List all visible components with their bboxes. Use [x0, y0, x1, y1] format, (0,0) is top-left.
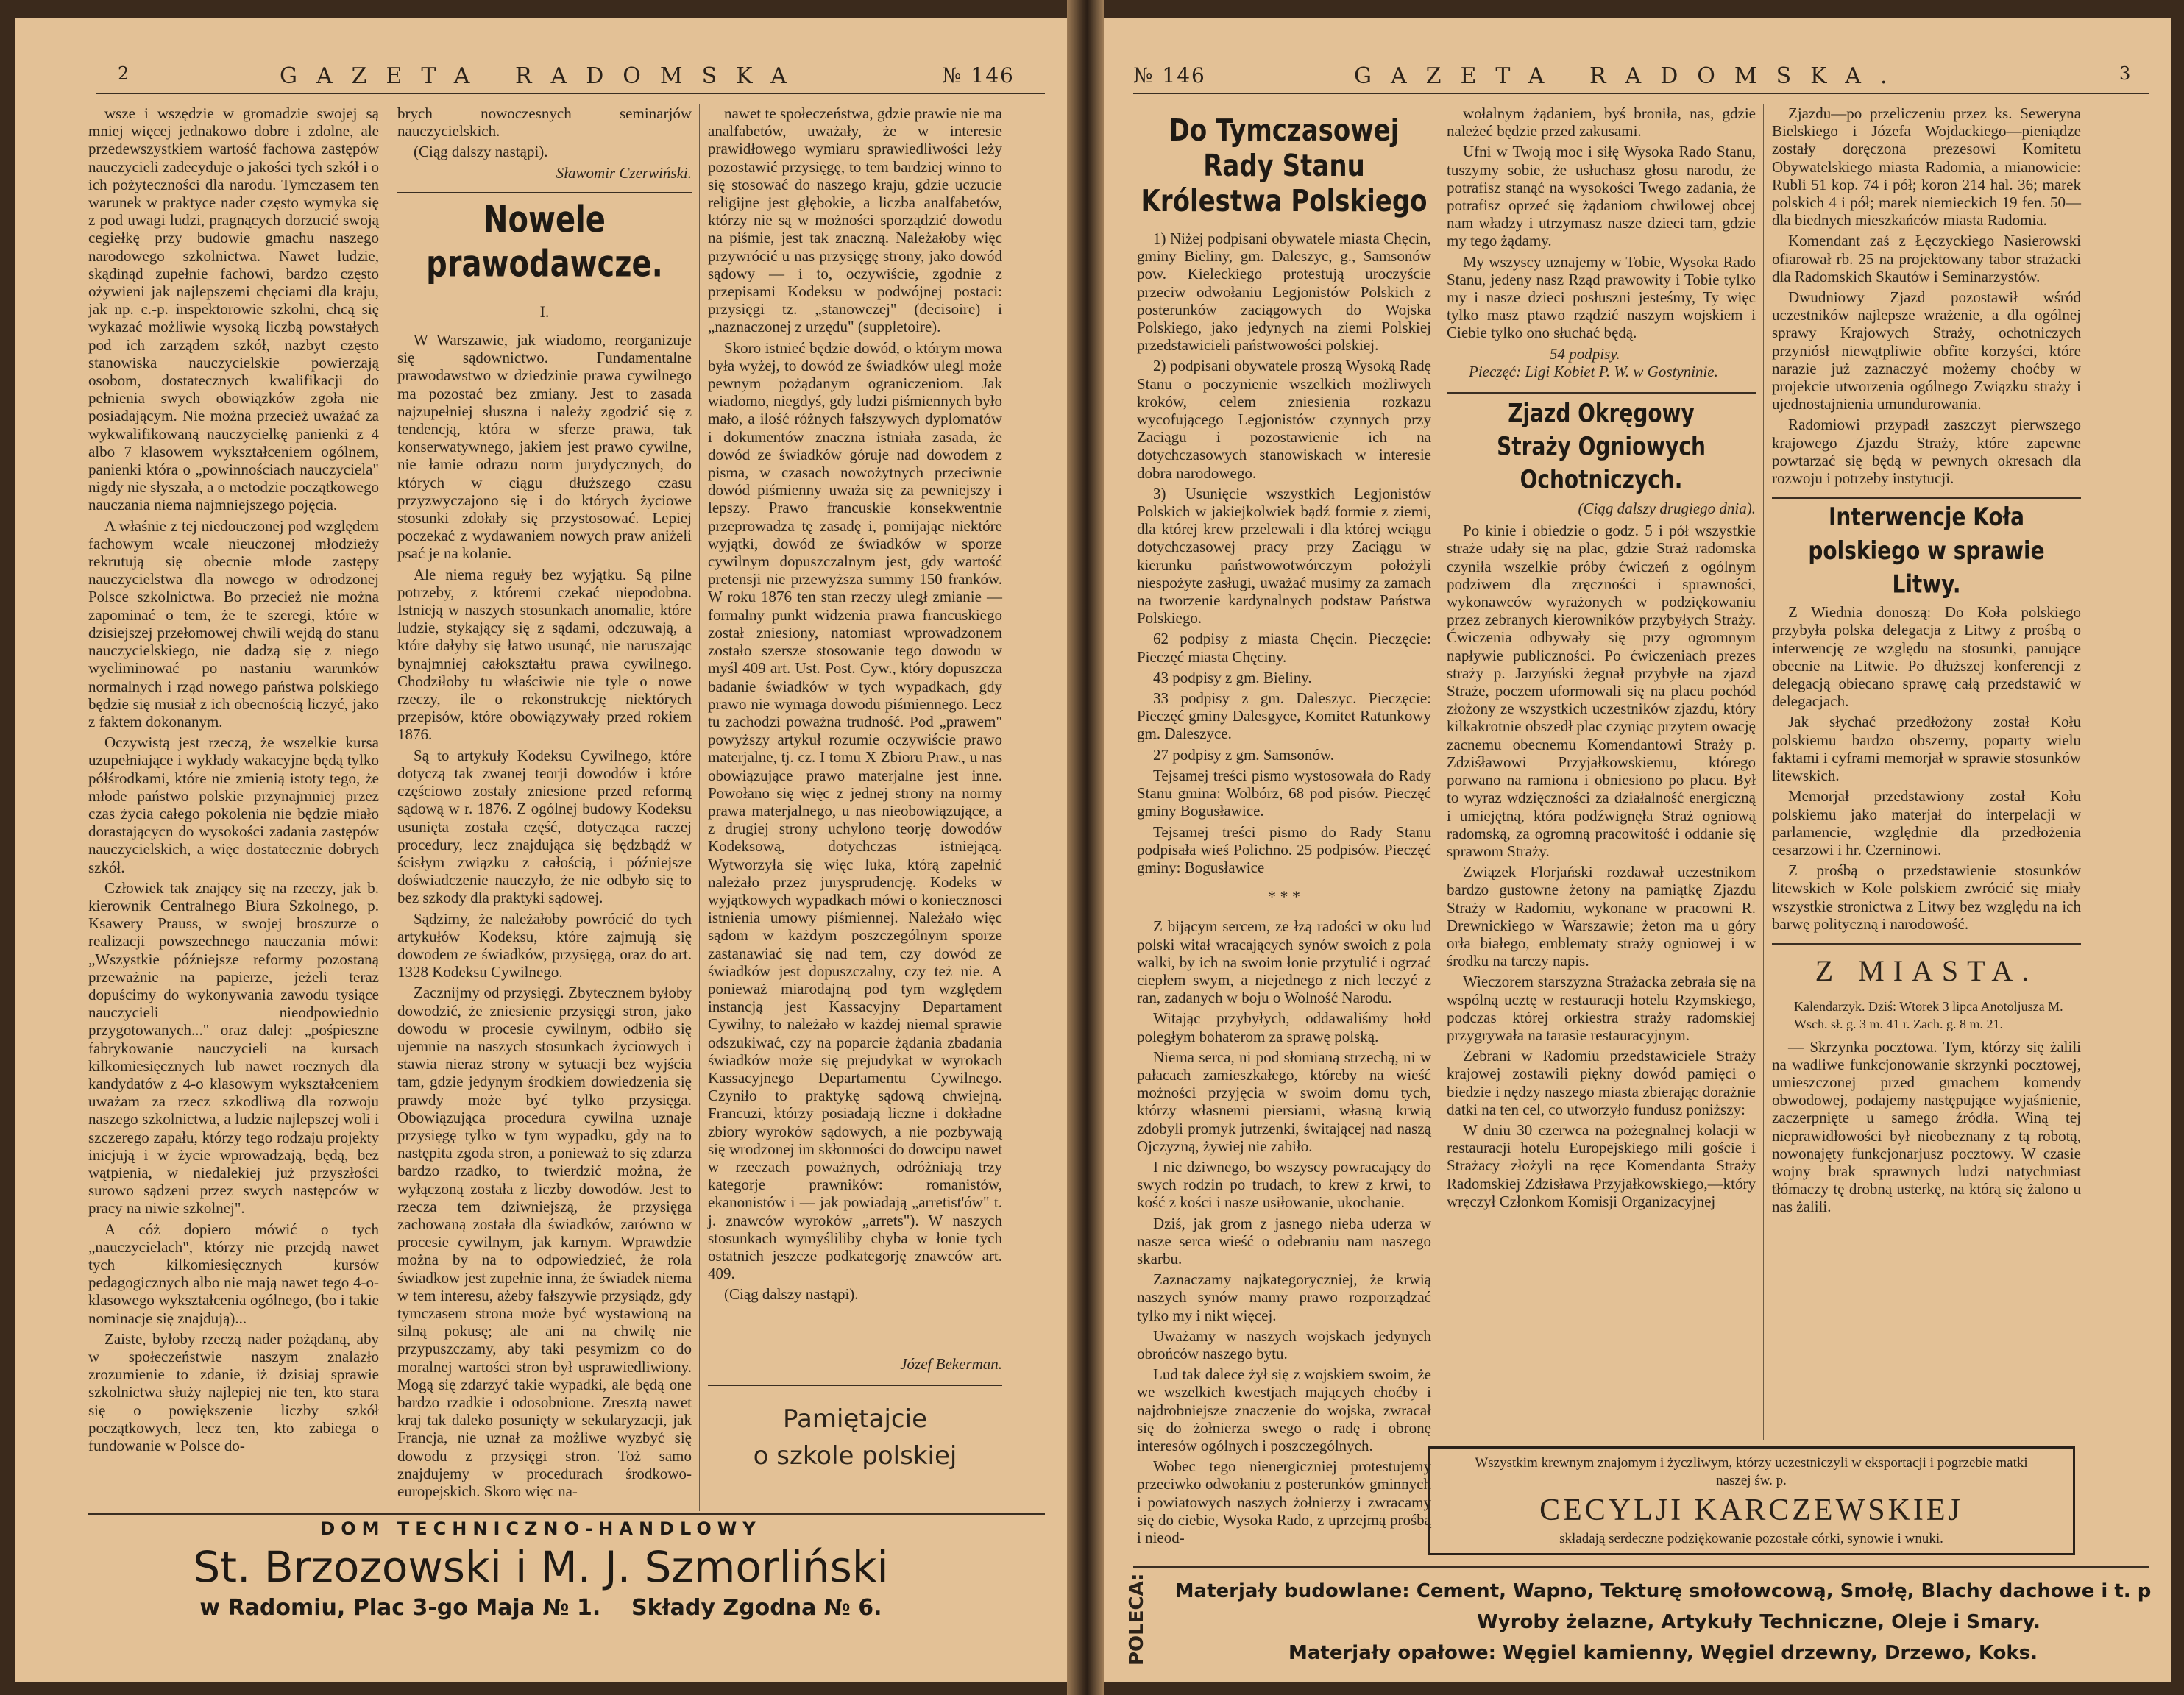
paragraph: A właśnie z tej niedouczonej pod względem fachowym wcale nieuczonej młodzieży rekrutują się obecnie młode zastępy nauczycielstwa dla nowego w odrodzonej Polsce szkolnictwa. Bo przecież nie można zapominać o tem, że te szeregi, które w dzisiejszej przełomowej chwili wejdą do stanu nauczycielskiego, nie dadzą się z niego wyeliminować po nastaniu warunków normalnych i rząd nowego państwa polskiego będzie się musiał z ich obecnością liczyć, jako z faktem dokonanym.: [88, 516, 379, 731]
paragraph: Po kinie i obiedzie o godz. 5 i pół wszystkie straże udały się na plac, gdzie Straż radomska czyniła wszelkie próby ćwiczeń z ogólnym podziwem dla zręczności i sprawności, wykonawców wyrażonych w podziękowaniu przez zebranych kierowników przybyłych Straży. Ćwiczenia odbywały się przy ogromnym napływie publiczności. Po ćwiczeniach prezes straży p. Jarzyński żegnał przybyłe na zjazd Straże, poczem uformowali się na placu pochód złożony ze wszystkich uczestników zjazdu, który kilkakrotnie obszedł plac czyniąc przytem owację zacnemu obecnemu Komendantowi Straży p. Zdziśławowi Przyjałkowskiemu, którego porwano na ramiona i obniesiono po placu. Był to wyraz wdzięczności za działalność energiczną i umiejętną, która podźwignęła Straż ogniową radomską, za ogromną pracowitość i oddanie się sprawom Straży.: [1447, 522, 1756, 860]
paragraph: Zaiste, byłoby rzeczą nader pożądaną, aby w społeczeństwie naszym znalazło zrozumienie to zdanie, iż dzisiaj sprawie szkolnictwa służy najlepiej nie ten, kto stara się o powiększenie liczby szkół początkowych, lecz ten, kto zabiega o fundowanie w Polsce do-: [88, 1329, 379, 1455]
article-column-2: [1447, 104, 1756, 1440]
paragraph: Z Wiednia donoszą: Do Koła polskiego przybyła polska delegacja z Litwy z prośbą o interwencję ze względu na stosunki, panujące obecnie na Litwie. Po dłuższej konferencji z delegacją obiecano sprawę całą przedstawić w delegacjach.: [1772, 603, 2081, 711]
paragraph: 27 podpisy z gm. Samsonów.: [1153, 745, 1334, 764]
ad-line: Wyroby żelazne, Artykuły Techniczne, Oleje i Smary.: [1477, 1611, 2041, 1633]
right-header: [1104, 63, 2171, 107]
paragraph: Jak słychać przedłożony został Kołu polskiemu bardzo obszerny, poparty wielu faktami i cyframi memorjał w sprawie stosunków litewskich.: [1772, 713, 2081, 785]
article-body: [1447, 522, 1756, 1210]
paragraph: W dniu 30 czerwca na pożegnalnej kolacji w restauracji hotelu Europejskiego mili goście i Strażacy złożyli na ręce Komendanta Straży Radomskiej Zdzisława Przyjałkowskiego,—który wręczył Członkom Komisji Organizacyjnej: [1447, 1120, 1756, 1210]
paragraph: Z prośbą o przedstawienie stosunków litewskich w Kole polskiem zwrócić się miały wszystkie stronictwa z Litwy bez względu na ich barwę polityczną i narodowość.: [1772, 861, 2081, 933]
paragraph: Związek Florjański rozdawał uczestnikom bardzo gustowne żetony na pamiątkę Zjazdu Straży w Radomiu, wykonane w pracowni R. Drewnickiego w Warszawie; żeton ma u góry orła białego, emblematy straży ogniowej i w środku na tarczy napis.: [1447, 863, 1756, 970]
issue-number: № 146: [1133, 63, 1206, 88]
book-spine: [1067, 0, 1104, 1695]
article-body: [1137, 917, 1431, 1546]
article-body: [1447, 104, 1756, 342]
paragraph: brych nowoczesnych seminarjów nauczycielskich.: [397, 104, 692, 141]
notice-ad-line: o szkole polskiej: [753, 1441, 957, 1471]
paragraph: Skoro istnieć będzie dowód, o którym mowa była wyżej, to dowód ze świadków ulegl może pewnym pożądanym ograniczeniom. Jak wiadomo, niegdyś, gdy ludzi piśmiennych było mało, a ilość różnych fałszywych dyplomatów i dokumentów znaczna istniała zasada, że dowód ze świadków góruje nad dowodem z pisma, w czasach nowożytnych przeciwnie dowód piśmienny uważa się za pewniejszy i lepszy. Prawo francuskie konsekwentnie przeprowadza tę zasadę i, pomijając niektóre wyjątki, dowód ze świadków w sporze cywilnym dopuszczalnym jest, gdy wartość pretensji nie przewyższa summy 150 franków. W roku 1876 ten stan rzeczy uległ zmianie — formalny punkt widzenia prawa francuskiego został zniesiony, natomiast wprowadzonem zostało szersze stosowanie tego dowodu w myśl 409 art. Ust. Post. Cyw., który dopuszcza badanie świadków w tych wypadkach, gdy prawo nie wymaga dowodu piśmiennego. Lecz tu zachodzi poważna trudność. Pod „prawem" powyższy artykuł rozumie oczywiście prawo materjalne, tj. cz. I tomu X Zbioru Praw., u nas obowiązujące prawo materjalne jest inne. Powołano się więc z jednej strony na normy prawa materjalnego, u nas nieobowiązujące, a z drugiej strony uchylono teorję dowodów Kodeksową, dotychczas istniejącą. Wytworzyła się więc luka, którą zapełnić należało przez jurysprudencję. Kodeks w wyjątkowych wypadkach mówi o koniecznosci istnienia umowy piśmiennej. Należało więc sądom w każdym poszczególnym sporze zastanawiać się nad tem, czy dowód ze świadków jest dopuszczalny, czy też nie. A ponieważ miarodajną pod tym względem instancją jest Kassacyjny Departament Cywilny, to należało w każdej niemal sprawie odszukiwać, czy na poparcie żądania zbadania świadków może się prejudykat w wyrokach Kassacyjnego Departamentu Cywilnego. Czyniło to praktykę sądową chwiejną. Francuzi, którzy posiadają liczne i dokładne zbiory wyroków sądowych, a nie pozbywają się wrodzonej im skłonności do dowcipu nawet w rzeczach poważnych, odróżniają trzy kategorje prawników: romanistów, ekanonistów i — jak powiadają „arretist'ów" t. j. znawców wyroków „arrets"). W naszych stosunkach wymyśliliby chyba w łonie tych ostatnich jeszcze podkategorję znawców art. 409.: [708, 338, 1002, 1283]
obituary-notice: [1428, 1446, 2075, 1555]
notice-ad: [708, 1401, 1002, 1474]
ad-line: Materjały opałowe: Węgiel kamienny, Węgiel drzewny, Drzewo, Koks.: [1288, 1642, 2038, 1664]
paragraph: nawet te społeczeństwa, gdzie prawie nie ma analfabetów, uważały, że w interesie prawidłowego wymiaru sprawiedliwości leży pozostawić przysięgę, to tem bardziej winno to się stosować do naszego kraju, gdzie uczucie religijne jest głębokie, a liczba analfabetów, którzy nie są w możności sporządzić dowodu na piśmie, jest tak znaczną. Należałoby więc przywrócić u nas przysięgę strony, jako dowód sądowy — i to, oczywiście, zgodnie z przepisami Kodeksu w podwójnej postaci: przysięgi tz. „stanowczej" (decisoire) i „naznaczonej z urzędu" (suppletoire).: [708, 104, 1002, 336]
paragraph: 43 podpisy z gm. Bieliny.: [1153, 668, 1312, 686]
paragraph: Wobec tego nienergiczniej protestujemy przeciwko odwołaniu z posterunków gminnych i powiatowych naszych żołnierzy i zwracamy się do ciebie, Wysoka Rado, z uprzejmą prośbą i nieod-: [1137, 1457, 1431, 1547]
paragraph: A cóż dopiero mówić o tych „nauczycielach", którzy nie przejdą nawet tych kilkomiesięcznych kursów pedagogicznych albo nie mają nawet tego 4-o-klasowego wykształcenia ogólnego, (bo i takie nominacje się znajdują)...: [88, 1220, 379, 1327]
bottom-advertisement: [1155, 1576, 2171, 1669]
paragraph: Sądzimy, że należałoby powrócić do tych artykułów Kodeksu, które zajmują się dowodem ze świadków, przysięgą, oraz do art. 1328 Kodeksu Cywilnego.: [397, 909, 692, 981]
paragraph: W Warszawie, jak wiadomo, reorganizuje się sądownictwo. Fundamentalne prawodawstwo w dziedzinie prawa cywilnego ma pozostać bez zmiany. Jest to zasada najzupełniej słuszna i należy zgodzić się z tendencją, która w sferze prawa, tak konserwatywnego, jakiem jest prawo cywilne, nie łamie odrazu norm jurydycznych, do których w ciągu dłuższego czasu przyzwyczajono się i do których życiowe stosunki zdołały się przystosować. Lepiej poczekać z wydawaniem nowych praw aniżeli psać je na kolanie.: [397, 331, 692, 563]
header-rule: [1133, 93, 2149, 94]
paragraph: 33 podpisy z gm. Daleszyc. Pieczęcie: Pieczęć gminy Dalesgyce, Komitet Ratunkowy gm. Daleszyce.: [1137, 689, 1431, 743]
ad-company-name: St. Brzozowski i M. J. Szmorliński: [193, 1542, 889, 1592]
article-column-1: [1137, 104, 1431, 1547]
paragraph: 2) podpisani obywatele proszą Wysoką Radę Stanu o poczynienie wszelkich możliwych kroków, celem zniesienia rozkazu wycofującego Legjonistów czynnych przy Zaciągu i pozostawienie ich na dotychczasowych stanowiskach w interesie dobra narodowego.: [1137, 357, 1431, 482]
right-page: [1104, 18, 2171, 1682]
page-number: 3: [2119, 63, 2131, 84]
paragraph: Są to artykuły Kodeksu Cywilnego, które dotyczą tak zwanej teorji dowodów i które częściowo zostały zniesione przed reformą sądową w r. 1876. Z ogólnej budowy Kodeksu usunięta została część, dotycząca raczej procedury, lecz znajdująca się będzbądź w ścisłym związku z całością, i późniejsze doświadczenie nauczyło, że nie odbyło się to bez szkody dla praktyki sądowej.: [397, 746, 692, 907]
article-body: [1137, 230, 1431, 876]
article-title: Do Tymczasowej Rady Stanu Królestwa Polskiego: [1141, 113, 1428, 219]
notice-name: CECYLJI KARCZEWSKIEJ: [1539, 1493, 1963, 1527]
paragraph: Zjazdu—po przeliczeniu przez ks. Seweryna Bielskiego i Józefa Wojdackiego—pieniądze zostały doręczona prezesowi Komitetu Obywatelskiego miasta Radomia, a mianowicie: Rubli 51 kop. 74 i pół; koron 214 hal. 36; marek polskich 4 i pół; marek niemieckich 19 fen. 50—dla biednych mieszkańców miasta Radomia.: [1772, 104, 2081, 230]
article-title: Interwencje Koła polskiego w sprawie Litwy.: [1808, 502, 2045, 600]
notice-text: składają serdeczne podziękowanie pozostałe córki, synowie i wnuki.: [1559, 1531, 1943, 1546]
article-title: Zjazd Okręgowy Straży Ogniowych Ochotniczych.: [1497, 397, 1706, 495]
masthead: GAZETA RADOMSKA.: [1354, 63, 1907, 89]
paragraph: Memorjał przedstawiony został Kołu polskiemu jako materjał do interpelacji w parlamencie, względnie dla przedłożenia cesarzowi i hr. Czerninowi.: [1772, 787, 2081, 859]
column-divider: [699, 104, 700, 1511]
article-title: Nowele prawodawcze.: [426, 199, 663, 285]
paragraph: Witając przybyłych, oddawaliśmy hołd poległym bohaterom za sprawę polską.: [1137, 1009, 1431, 1045]
paragraph: Zacznijmy od przysięgi. Zbytecznem byłoby dowodzić, że zniesienie przysięgi stron, jako dowodu w procesie cywilnym, odbiło się ujemnie na naszych stosunkach życiowych i stawia nieraz strony w sytuacji bez wyjścia tam, gdzie jedynym środkiem dowiedzenia się prawdy może być tylko przysięga. Obowiązująca procedura cywilna uznaje przysięgę tylko w tym wypadku, gdy na to następita zgoda stron, a ponieważ to się zdarza bardzo rzadko, to twierdzić można, że wyłączoną została z liczby dowodów. Jest to rzecza tem dziwniejszą, że przysięga zachowaną została dla świadków, zarówno w procesie cywilnym, jak karnym. Wprawdzie można by na to odpowiedzieć, że rola świadkow jest zupełnie inna, że świadek niema w tem interesu, ażeby fałszywie przysiądz, gdy tymczasem strona może być wystawioną na silną pokusę; ale ani na chwilę nie przypuszczamy, aby taki pesymizm co do moralnej wartości stron był usprawiedliwiony. Mogą się zdarzyć takie wypadki, ale będą one bardzo rzadkie i odosobnione. Zresztą nawet kraj tak daleko posunięty w sekularyzacji, jak Francja, nie uznał za możliwe wyzbyć się dowodu z przysięgi stron. Toż samo znajdujemy w procedurach środkowo-europejskich. Skoro więc na-: [397, 984, 692, 1501]
article-body: [397, 331, 692, 1500]
page-number: 2: [118, 63, 130, 84]
paragraph: 62 podpisy z miasta Chęcin. Pieczęcie: Pieczęć miasta Chęciny.: [1137, 630, 1431, 666]
article-body: [1772, 1038, 2081, 1216]
article-column-3: [708, 104, 1002, 1511]
author-signature: Józef Bekerman.: [900, 1355, 1002, 1373]
paragraph: My wszyscy uznajemy w Tobie, Wysoka Rado Stanu, jedeny nasz Rząd prawowity i Tobie tylko my i nasze dzieci posłuszni jesteśmy, Ty więc tylko masz ptawo rządzić naszym wojskiem i Ciebie tylko ono słuchać będą.: [1447, 252, 1756, 342]
author-signature: Sławomir Czerwiński.: [556, 163, 692, 182]
notice-ad-line: Pamiętajcie: [783, 1404, 927, 1435]
ad-line: Materjały budowlane: Cement, Wapno, Tekturę smołowcową, Smołę, Blachy dachowe i t. p: [1174, 1580, 2152, 1602]
continuation-note: (Ciąg dalszy nastąpi).: [414, 143, 548, 161]
left-page: [15, 18, 1067, 1682]
paragraph: Człowiek tak znający się na rzeczy, jak b. kierownik Centralnego Biura Szkolnego, p. Ksawery Prauss, w swojej broszurze o realizacji powszechnego nauczania mówi: „Wszystkie późniejsze reformy pozostaną przeważnie na papierze, jeżeli teraz dopuścimy do wykonywania zawodu tysiące nauczycieli nieodpowiednio przygotowanych..." oraz dalej: „pośpieszne fabrykowanie nauczycieli na kursach kilkomiesięcznych lub nawet rocznych dla kandydatów z 4-o klasowym wykształceniem uważam za rzecz szkodliwą dla rozwoju naszego szkolnictwa, a ludzie najlepszej woli i szczerego zapału, którzy tego rodzaju projekty inicjują i w życie wprowadzają, będą, bez wątpienia, w niedalekiej już przyszłości surowo sądzeni przez swych następców w pracy na niwie szkolnej".: [88, 878, 379, 1218]
paragraph: Zebrani w Radomiu przedstawiciele Straży krajowej zostawili piękny dowód pamięci o biedzie i nędzy naszego miasta zbierając dorażnie datki na ten cel, co utworzyło fundusz poniższy:: [1447, 1047, 1756, 1118]
bottom-advertisement: [15, 1518, 1067, 1621]
article-column-2: [397, 104, 692, 1511]
paragraph: wołalnym żądaniem, byś broniła, nas, gdzie należeć będzie przed zakusami.: [1447, 104, 1756, 141]
ad-side-label: [1118, 1573, 1155, 1673]
masthead: GAZETA RADOMSKA: [280, 63, 806, 89]
paragraph: Dziś, jak grom z jasnego nieba uderza w nasze serca wieść o odebraniu nam naszego skarbu.: [1137, 1214, 1431, 1268]
separator-stars: * * *: [1268, 887, 1300, 906]
paragraph: — Skrzynka pocztowa. Tym, którzy się żalili na wadliwe funkcjonowanie skrzynki pocztowej, umieszczonej przed gmachem komendy obwodowej, podajemy następujące wyjaśnienie, zaczerpnięte u samego źródła. Winą tej nieprawidłowości był nieobeznany z tą robotą, nowonajęty funkcjonarjusz pocztowy. W czasie wojny brak sprawnych ludzi natychmiast tłómaczy tę drobną usterkę, na którą się żalono u nas żalili.: [1772, 1037, 2081, 1216]
paragraph: Komendant zaś z Łęczyckiego Nasierowski ofiarował rb. 25 na projektowany tabor strażacki dla Radomskich Skautów i Seminarzystów.: [1772, 232, 2081, 285]
left-header: [15, 63, 1067, 107]
article-column-1: [88, 104, 379, 1511]
ad-rule: [1133, 1566, 2149, 1568]
paragraph: Ale niema reguły bez wyjątku. Są pilne potrzeby, z któremi czekać niepodobna. Istnieją w naszych stosunkach anomalie, które ludzie, stykający się z sądami, odczuwają, a które dałyby się łatwo usunąć, nie naruszając bynajmniej całokształtu prawa cywilnego. Chodziłoby tu właściwie nie tyle o nowe rzeczy, ile o rekonstrukcję niektórych przepisów, które obowiązywały przed rokiem 1876.: [397, 565, 692, 744]
article-body: [708, 104, 1002, 1355]
calendar-note: Kalendarzyk. Dziś: Wtorek 3 lipca Anotoljusza M.: [1794, 999, 2063, 1014]
ad-rule: [88, 1513, 1045, 1515]
paragraph: Ufni w Twoją moc i siłę Wysoka Rado Stanu, tuszymy sobie, że usłuchasz głosu narodu, że potrafisz stanąć na wysokości Twego zadania, że potrafisz oprzeć się żądaniom chwilowej obcej nam władzy i utrzymasz nasze dzieci tam, gdzie my tego żądamy.: [1447, 143, 1756, 250]
section-heading: Z MIASTA.: [1815, 953, 2038, 987]
paragraph: Lud tak dalece żył się z wojskiem swoim, że we wszelkich kwestjach mających choćby i najdrobniejsze znaczenie do wojska, zwracał się do żołnierza swego o radę i obronę interesów ogólnych i poszczególnych.: [1137, 1365, 1431, 1454]
paragraph: Z bijącym sercem, ze łzą radości w oku lud polski witał wracających synów swoich z pola walki, by ich na swoim łonie przytulić i ogrzać ciepłem swym, a niejednego z nich leczyć z ran, zadanych w boju o Wolność Narodu.: [1137, 917, 1431, 1007]
paragraph: Uważamy w naszych wojskach jedynych obrońców naszego bytu.: [1137, 1326, 1431, 1362]
paragraph: Dwudniowy Zjazd pozostawił wśród uczestników najlepsze wrażenie, a dla ogólnej sprawy Krajowych Straży, ochotniczych przyniósł niewątpliwie obfite korzyści, które narazie już zaznaczyć możemy choćby w projekcie utworzenia ogólnego Związku straży i ujednostajnienia umundurowania.: [1772, 288, 2081, 413]
article-body: [1772, 104, 2081, 487]
paragraph: 3) Usunięcie wszystkich Legjonistów Polskich w jakiejkolwiek bądź formie z ziemi, dla której krew przelewali i dla której wciągu dotychczasowej pracy przy Zaciągu w kierunku państwowotwórczym położyli niespożyte zasługi, uważać musimy za zamach na tworzenie kardynalnych podstaw Państwa Polskiego.: [1137, 484, 1431, 628]
paragraph: 1) Niżej podpisani obywatele miasta Chęcin, gminy Bieliny, gm. Daleszyc, g., Samsonów pow. Kieleckiego protestują uroczyście przeciw odwołaniu Legjonistów Polskich z posterunków zaciągowych do Wojska Polskiego, jako jedynych na ziemi Polskiej przedstawicieli państwowości polskiej.: [1137, 230, 1431, 355]
paragraph: Radomiowi przypadł zaszczyt pierwszego krajowego Zjazdu Straży, które zapewne powtarzać się będą w pewnych okresach dla rozwoju i potrzeby instytucji.: [1772, 416, 2081, 488]
article-column-3: [1772, 104, 2081, 1440]
continuation-note: (Ciąg dalszy drugiego dnia).: [1578, 500, 1756, 518]
ad-line: DOM TECHNICZNO-HANDLOWY: [320, 1518, 762, 1539]
paragraph: wsze i wszędzie w gromadzie swojej są mniej więcej jednakowo dobre i zdolne, ale przedewszystkiem wartość fachowa zastępów nauczycieli zadecyduje o jakości tych szkół i o ich pożyteczności dla narodu. Tymczasem ten warunek w praktyce nader często wymyka się z pod uwagi ludzi, pragnących dorzucić swoją cegiełkę przy budowie gmachu naszego narodowego szkolnictwa. Nawet ludzie, skądinąd zupełnie fachowi, bardzo często ożywieni jak najlepszemi chęciami dla kraju, jak np. c.-p. inspektorowie szkolni, chcą się wykazać możliwie wysoką liczbą powstałych pod ich zarządem szkół, nazbyt często stanowiska nauczycielskie powierzają osobom, dostatecznych kwalifikacji do pełnienia swych obowiązków zgoła nie posiadającym. Nie można przecież uważać za wykwalifikowaną nauczycielkę panienki z 4 albo 7 klasowem wykształceniem ogólnem, panienki która o „powinnościach nauczyciela" nigdy nie słyszała, a o metodzie początkowego nauczania niema najmniejszego pojęcia.: [88, 104, 379, 514]
header-rule: [96, 93, 1045, 94]
paragraph: I nic dziwnego, bo wszyscy powracający do swych rodzin po trudach, to krew z krwi, to kość z kości i nasze usiłowanie, ukochanie.: [1137, 1157, 1431, 1212]
paragraph: Oczywistą jest rzeczą, że wszelkie kursa uzupełniające i wykłady wakacyjne będą tylko półśrodkami, które nie zmienią istoty tego, że młode państwo polskie przynajmniej przez czas życia całego pokolenia nie będzie miało dorastającycn do wysokości zadania zastępów nauczycielskich, a więc dostatecznie dobrych szkół.: [88, 733, 379, 876]
paragraph: Tejsamej treści pismo wystosowała do Rady Stanu gmina: Wolbórz, 68 pod pisów. Pieczęć gminy Bogusławice.: [1137, 766, 1431, 820]
ad-side-text: POLECA:: [1126, 1573, 1148, 1666]
paragraph: Wieczorem starszyzna Strażacka zebrała się na wspólną ucztę w restauracji hotelu Rzymskiego, podczas której orkiestra straży radomskiej przygrywała na tarasie restauracyjnym.: [1447, 973, 1756, 1044]
section-roman: I.: [539, 302, 550, 321]
article-body: [1772, 603, 2081, 933]
sunrise-note: Wsch. sł. g. 3 m. 41 r. Zach. g. 8 m. 21.: [1794, 1017, 2003, 1032]
paragraph: Zaznaczamy najkategoryczniej, że krwią naszych synów mamy prawo rozporządzać tylko my i nikt więcej.: [1137, 1271, 1431, 1324]
paragraph: (Ciąg dalszy nastąpi).: [724, 1285, 859, 1304]
paragraph: Niema serca, ni pod słomianą strzechą, ni w pałacach zamieszkałego, któreby na wieść możności przyjęcia w swoim domu tych, którzy własnemi piersiami, własną krwią zdobyli promyk jutrzenki, świtającej nad naszą Ojczyzną, żywiej nie zabiło.: [1137, 1048, 1431, 1155]
column-divider: [1763, 104, 1764, 1440]
paragraph: Tejsamej treści pismo do Rady Stanu podpisała wieś Polichno. 25 podpisów. Pieczęć gminy: Bogusławice: [1137, 822, 1431, 876]
notice-text: Wszystkim krewnym znajomym i życzliwym, którzy uczestniczyli w eksportacji i pogrzebie matki naszej św. p.: [1475, 1455, 2028, 1488]
signature-count: 54 podpisy.: [1550, 344, 1620, 363]
issue-number: № 146: [942, 63, 1015, 88]
ad-address: w Radomiu, Plac 3-go Maja № 1. Składy Zgodna № 6.: [199, 1595, 882, 1621]
seal-note: Pieczęć: Ligi Kobiet P. W. w Gostyninie.: [1469, 362, 1718, 380]
